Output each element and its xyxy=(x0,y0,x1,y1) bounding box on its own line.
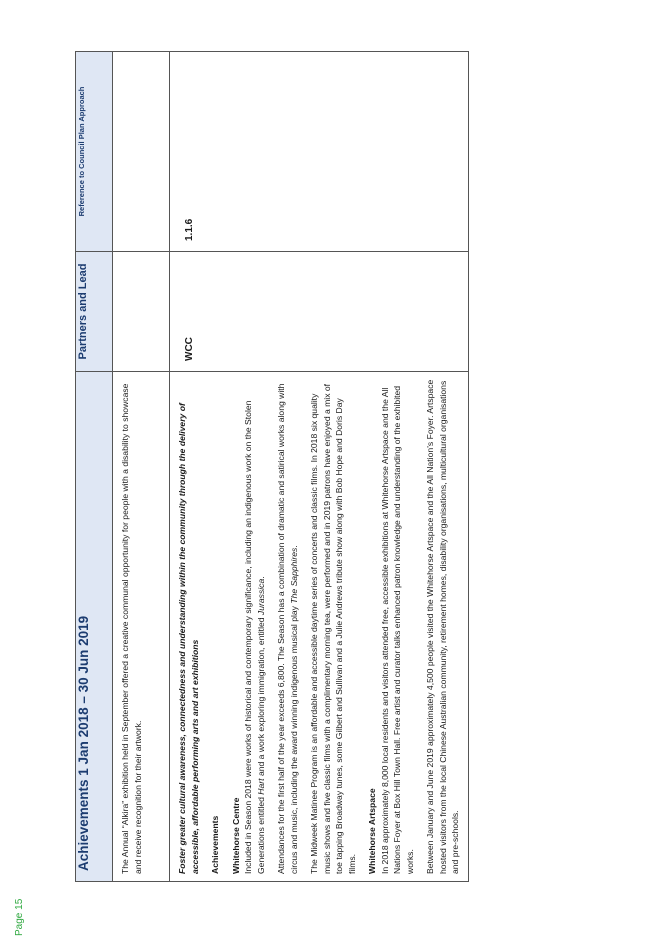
header-achievements: Achievements 1 Jan 2018 – 30 Jun 2019 xyxy=(76,372,113,882)
page-footer xyxy=(14,898,54,936)
row2-achievements xyxy=(170,372,469,882)
header-partners: Partners and Lead xyxy=(76,252,113,372)
attendance-text: Attendances for the first half of the year exceeds 6,800. The Season has a combination of dramatic and satirical works along with circus and music, including the award winning indigenous musical play The Sapphires. xyxy=(276,383,299,874)
foyer-text: Between January and June 2019 approximately 4,500 people visited the Whitehorse Artspace and the All Nation’s Foyer. Artspace hosted visitors from the local Chinese Australian community, retirement homes, disability organisations, multicultural organisations and pre-schools. xyxy=(425,379,460,874)
rotated-page xyxy=(75,52,571,882)
row1-achievements xyxy=(113,372,170,882)
strategy-lead: Foster greater cultural awareness, connectedness and understanding within the community through the delivery of accessible, affordable performing arts and art exhibitions xyxy=(177,403,200,874)
table-row xyxy=(170,52,469,882)
row2-reference: 1.1.6 xyxy=(170,52,469,252)
achievements-subheading: Achievements xyxy=(210,815,220,874)
matinee-text: The Midweek Matinee Program is an affordable and accessible daytime series of concerts and classic films. In 2018 six quality music shows and five classic films with a complimentary morning tea, were performed and in 2019 patrons have enjoyed a mix of toe tapping Broadway tunes, some Gilbert and Sullivan and a Julie Andrews tribute show along with Bob Hope and Doris Day films. xyxy=(309,383,357,874)
whitehorse-centre-heading: Whitehorse Centre xyxy=(230,797,241,874)
row1-reference xyxy=(113,52,170,252)
page-number: Page 15 xyxy=(14,898,25,936)
row2-partners: WCC xyxy=(170,252,469,372)
header-reference: Reference to Council Plan Approach xyxy=(76,52,113,252)
alkira-text: The Annual “Alkira” exhibition held in September offered a creative communal opportunity for people with a disability to showcase and receive recognition for their artwork. xyxy=(120,383,143,874)
achievements-table xyxy=(75,51,469,882)
whitehorse-centre-block: Whitehorse Centre Included in Season 2018 were works of historical and contemporary significance, including an indigenous work on the Stolen Generations entitled Hart and a work exploring immigration, entitled Jurassica. xyxy=(230,379,268,874)
artspace-heading: Whitehorse Artspace xyxy=(367,788,377,874)
artspace-block: Whitehorse Artspace In 2018 approximately 8,000 local residents and visitors attended free, accessible exhibitions at Whitehorse Artspace and the All Nations Foyer at Box Hill Town Hall. Free artist and curator talks enhanced patron knowledge and understanding of the exhibited works. xyxy=(366,379,416,874)
table-header-row xyxy=(76,52,113,882)
table-row xyxy=(113,52,170,882)
row1-partners xyxy=(113,252,170,372)
